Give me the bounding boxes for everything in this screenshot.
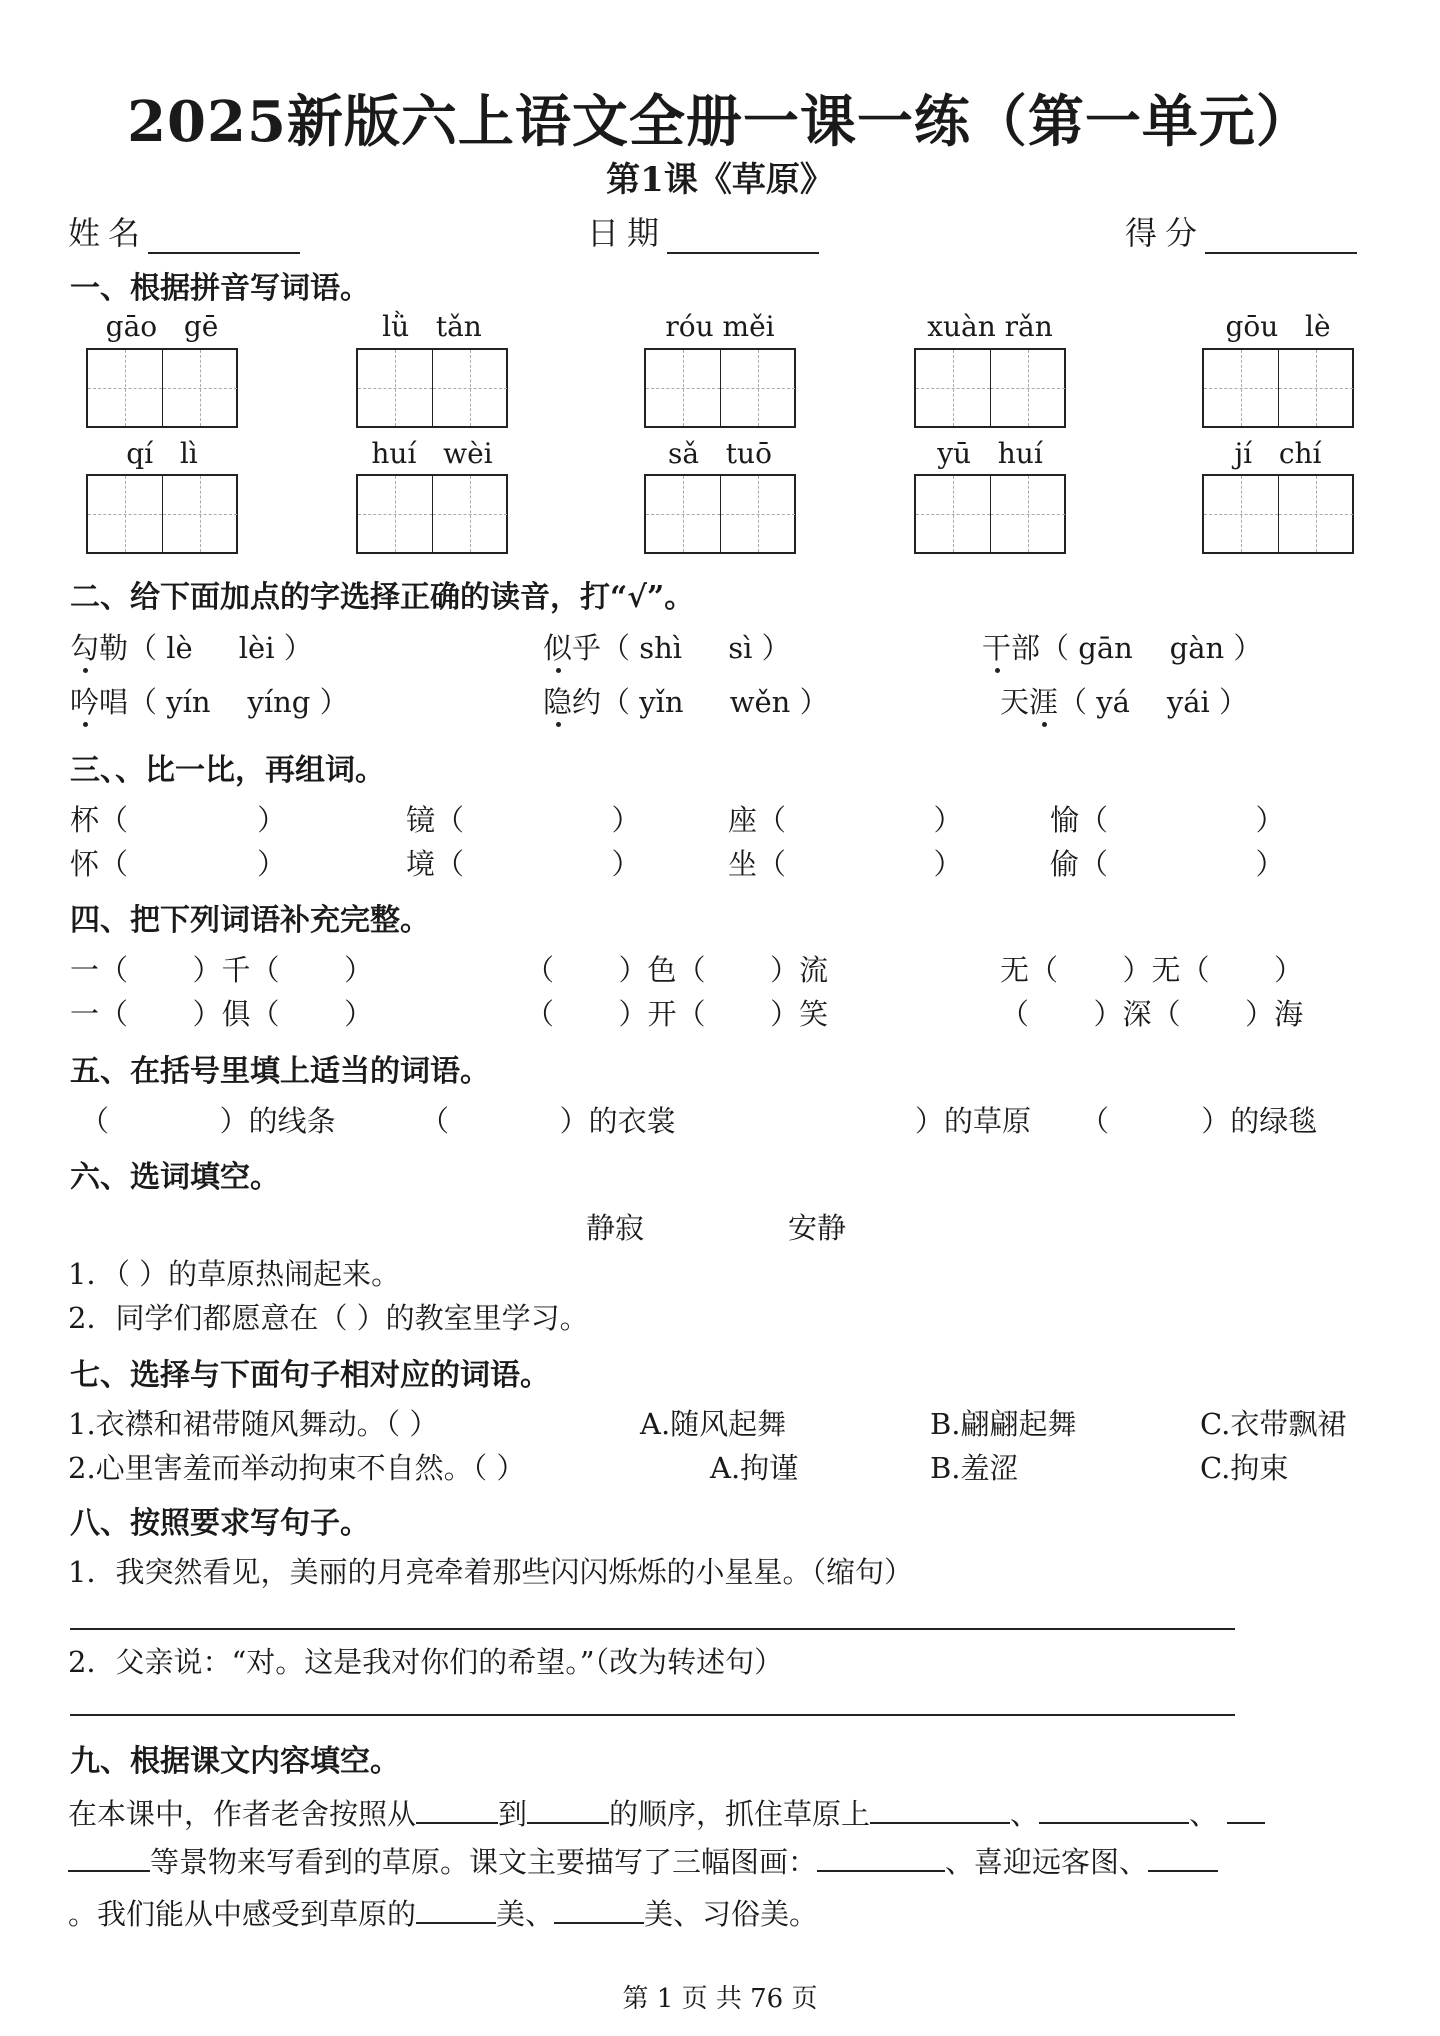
- blank[interactable]: [416, 1796, 498, 1824]
- choice-option[interactable]: A.随风起舞: [640, 1407, 787, 1441]
- writing-grid[interactable]: [1202, 474, 1354, 554]
- section-heading-3: 三、、比一比，再组词。: [70, 753, 385, 788]
- writing-grid[interactable]: [356, 474, 508, 554]
- pronunciation-item: 似乎（ shì sì ）: [543, 631, 791, 665]
- word-choice: 静寂: [586, 1211, 645, 1245]
- rewrite-question-1: 1．我突然看见，美丽的月亮牵着那些闪闪烁烁的小星星。（缩句）: [68, 1555, 913, 1589]
- phrase-blank[interactable]: （ ）的衣裳: [420, 1104, 676, 1138]
- name-field[interactable]: [68, 208, 300, 254]
- section-heading-5: 五、在括号里填上适当的词语。: [70, 1054, 490, 1089]
- compare-item[interactable]: 偷（ ）: [1050, 847, 1285, 881]
- text-fill-line-2: 等景物来写看到的草原。课文主要描写了三幅图画： 、喜迎远客图、: [68, 1840, 1218, 1881]
- date-blank[interactable]: [667, 222, 819, 254]
- pinyin-label: jí chí: [1234, 437, 1322, 470]
- pronunciation-item: 隐约（ yǐn wěn ）: [543, 685, 829, 719]
- idiom-item[interactable]: 无（ ）无（ ）: [1000, 953, 1304, 987]
- blank[interactable]: [68, 1844, 150, 1872]
- choice-option[interactable]: C.拘束: [1200, 1451, 1289, 1485]
- idiom-item[interactable]: （ ）深（ ）海: [1000, 997, 1304, 1031]
- choice-question-1[interactable]: 1.衣襟和裙带随风舞动。（ ）: [68, 1407, 439, 1441]
- phrase-blank[interactable]: （ ）的线条: [80, 1104, 336, 1138]
- choice-option[interactable]: A.拘谨: [710, 1451, 799, 1485]
- pronunciation-option[interactable]: yíng: [247, 685, 311, 719]
- blank[interactable]: [1227, 1796, 1265, 1824]
- idiom-item[interactable]: 一（ ）千（ ）: [70, 953, 374, 987]
- word-choice: 安静: [788, 1211, 847, 1245]
- pinyin-label: lǜ tǎn: [382, 310, 482, 343]
- blank[interactable]: [527, 1796, 609, 1824]
- blank[interactable]: [1148, 1844, 1218, 1872]
- pronunciation-item: 干部（ gān gàn ）: [982, 631, 1263, 665]
- rewrite-question-2: 2．父亲说：“对。这是我对你们的希望。”（改为转述句）: [68, 1645, 784, 1679]
- pronunciation-option[interactable]: lè: [166, 631, 193, 665]
- pronunciation-option[interactable]: gān: [1078, 631, 1133, 665]
- document-title: 2025新版六上语文全册一课一练（第一单元）: [127, 89, 1313, 155]
- idiom-item[interactable]: 一（ ）俱（ ）: [70, 997, 374, 1031]
- pronunciation-option[interactable]: sì: [728, 631, 753, 665]
- pronunciation-option[interactable]: lèi: [238, 631, 275, 665]
- writing-grid[interactable]: [914, 474, 1066, 554]
- phrase-blank[interactable]: ）的草原: [915, 1104, 1032, 1138]
- pronunciation-item: 天涯（ yá yái ）: [1000, 685, 1248, 719]
- date-field[interactable]: [587, 208, 819, 254]
- section-heading-9: 九、根据课文内容填空。: [70, 1744, 400, 1779]
- writing-grid[interactable]: [356, 348, 508, 428]
- choice-option[interactable]: B.羞涩: [930, 1451, 1019, 1485]
- text-fill-line-3: 。我们能从中感受到草原的 美、 美、习俗美。: [68, 1897, 819, 1931]
- compare-item[interactable]: 愉（ ）: [1050, 803, 1285, 837]
- compare-item[interactable]: 座（ ）: [728, 803, 963, 837]
- pinyin-label: yū huí: [937, 437, 1043, 470]
- section-heading-1: 一、根据拼音写词语。: [70, 271, 370, 306]
- section-heading-6: 六、选词填空。: [70, 1160, 280, 1195]
- pinyin-label: qí lì: [126, 437, 198, 470]
- phrase-blank[interactable]: （ ）的绿毯: [1080, 1104, 1318, 1138]
- section-heading-2: 二、给下面加点的字选择正确的读音，打“√”。: [70, 580, 695, 615]
- score-field[interactable]: [1125, 208, 1357, 254]
- date-label: 日期: [587, 214, 668, 252]
- fill-question-2[interactable]: 2．同学们都愿意在（ ）的教室里学习。: [68, 1301, 589, 1335]
- fill-question-1[interactable]: 1．（ ）的草原热闹起来。: [68, 1257, 401, 1291]
- pinyin-label: xuàn rǎn: [927, 310, 1053, 343]
- choice-question-2[interactable]: 2.心里害羞而举动拘束不自然。（ ）: [68, 1451, 526, 1485]
- compare-item[interactable]: 坐（ ）: [728, 847, 963, 881]
- pronunciation-option[interactable]: yá: [1096, 685, 1130, 719]
- blank[interactable]: [554, 1896, 644, 1924]
- writing-grid[interactable]: [86, 348, 238, 428]
- choice-option[interactable]: B.翩翩起舞: [930, 1407, 1077, 1441]
- compare-item[interactable]: 镜（ ）: [406, 803, 641, 837]
- pronunciation-option[interactable]: gàn: [1169, 631, 1225, 665]
- pinyin-label: huí wèi: [371, 437, 493, 470]
- compare-item[interactable]: 杯（ ）: [70, 803, 287, 837]
- name-label: 姓名: [68, 214, 149, 252]
- idiom-item[interactable]: （ ）开（ ）笑: [525, 997, 829, 1031]
- pinyin-label: róu měi: [665, 310, 775, 343]
- idiom-item[interactable]: （ ）色（ ）流: [525, 953, 829, 987]
- page-number: 第 1 页 共 76 页: [622, 1984, 818, 2014]
- writing-grid[interactable]: [644, 474, 796, 554]
- blank[interactable]: [817, 1844, 945, 1872]
- compare-item[interactable]: 境（ ）: [406, 847, 641, 881]
- lesson-title: 第1课《草原》: [606, 160, 834, 200]
- pinyin-label: sǎ tuō: [668, 437, 772, 470]
- pronunciation-item: 吟唱（ yín yíng ）: [70, 685, 349, 719]
- pronunciation-option[interactable]: yín: [166, 685, 211, 719]
- text-fill-line-1: 在本课中，作者老舍按照从 到 的顺序，抓住草原上 、 、: [68, 1792, 1265, 1833]
- pronunciation-item: 勾勒（ lè lèi ）: [70, 631, 313, 665]
- score-label: 得分: [1125, 214, 1206, 252]
- writing-grid[interactable]: [1202, 348, 1354, 428]
- score-blank[interactable]: [1205, 222, 1357, 254]
- blank[interactable]: [1039, 1796, 1189, 1824]
- section-heading-7: 七、选择与下面句子相对应的词语。: [70, 1358, 550, 1393]
- blank[interactable]: [870, 1796, 1010, 1824]
- pronunciation-option[interactable]: yái: [1166, 685, 1210, 719]
- compare-item[interactable]: 怀（ ）: [70, 847, 287, 881]
- choice-option[interactable]: C.衣带飘裙: [1200, 1407, 1347, 1441]
- name-blank[interactable]: [148, 222, 300, 254]
- blank[interactable]: [416, 1896, 496, 1924]
- writing-grid[interactable]: [644, 348, 796, 428]
- pinyin-label: gāo gē: [105, 310, 219, 343]
- section-heading-8: 八、按照要求写句子。: [70, 1506, 370, 1541]
- pronunciation-option[interactable]: shì: [639, 631, 683, 665]
- pinyin-label: gōu lè: [1225, 310, 1331, 343]
- writing-grid[interactable]: [86, 474, 238, 554]
- section-heading-4: 四、把下列词语补充完整。: [70, 903, 430, 938]
- answer-line[interactable]: [70, 1714, 1235, 1716]
- pronunciation-option[interactable]: wěn: [729, 685, 791, 719]
- writing-grid[interactable]: [914, 348, 1066, 428]
- answer-line[interactable]: [70, 1628, 1235, 1630]
- pronunciation-option[interactable]: yǐn: [639, 685, 684, 719]
